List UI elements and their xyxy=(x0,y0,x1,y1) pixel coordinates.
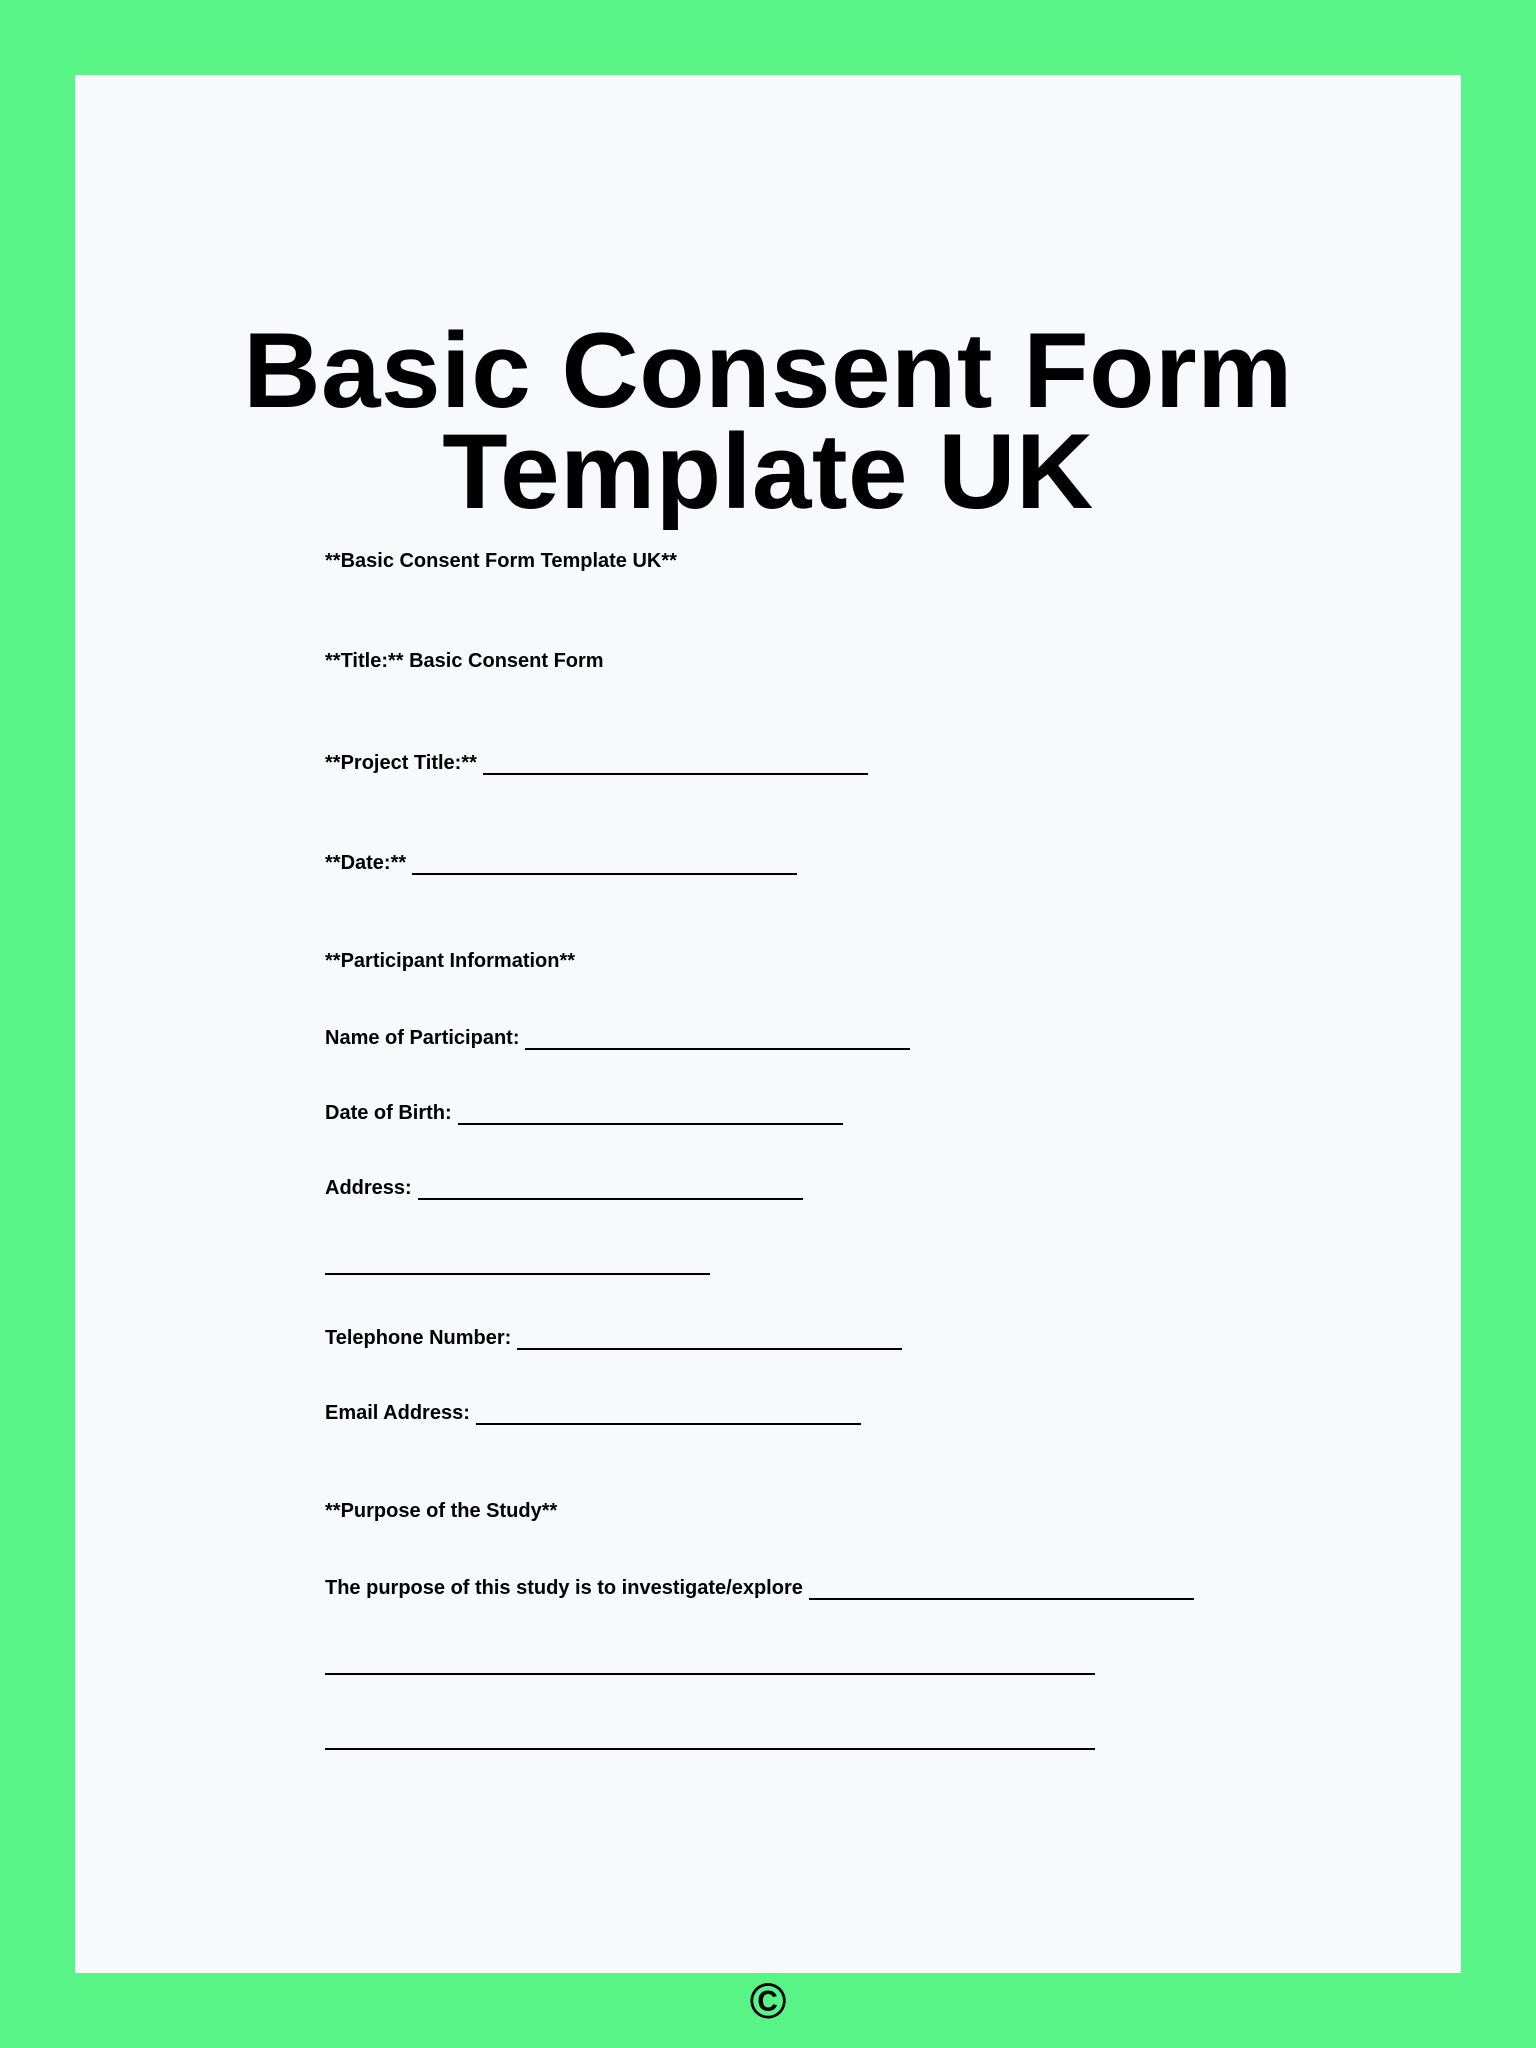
dob-label: Date of Birth: xyxy=(325,1102,452,1124)
document-page xyxy=(75,75,1461,2029)
form-heading xyxy=(325,549,677,573)
document-title xyxy=(75,310,1461,531)
form-heading-text: **Basic Consent Form Template UK** xyxy=(325,550,677,572)
participant-section-heading xyxy=(325,949,575,973)
participant-name-blank[interactable] xyxy=(525,1030,910,1050)
dob-row xyxy=(325,1099,843,1125)
date-blank[interactable] xyxy=(412,855,797,875)
purpose-continued-blank-1[interactable] xyxy=(325,1655,1095,1675)
project-title-label: **Project Title:** xyxy=(325,752,477,774)
email-label: Email Address: xyxy=(325,1402,470,1424)
purpose-text: The purpose of this study is to investigate/explore xyxy=(325,1577,803,1599)
title-field xyxy=(325,649,604,673)
participant-section-text: **Participant Information** xyxy=(325,950,576,972)
address-blank[interactable] xyxy=(418,1180,803,1200)
participant-name-label: Name of Participant: xyxy=(325,1027,520,1049)
date-label: **Date:** xyxy=(325,852,407,874)
address-continued-blank[interactable] xyxy=(325,1255,710,1275)
copyright-symbol: © xyxy=(749,1973,787,2029)
purpose-continued-row-2 xyxy=(325,1724,1095,1744)
telephone-label: Telephone Number: xyxy=(325,1327,512,1349)
telephone-row xyxy=(325,1324,902,1350)
title-line-1: Basic Consent Form xyxy=(243,310,1293,430)
email-row xyxy=(325,1399,861,1425)
email-blank[interactable] xyxy=(476,1405,861,1425)
participant-name-row xyxy=(325,1024,910,1050)
project-title-row xyxy=(325,749,868,775)
purpose-blank[interactable] xyxy=(809,1580,1194,1600)
purpose-section-heading xyxy=(325,1499,557,1523)
address-continued-row xyxy=(325,1249,710,1269)
purpose-continued-row-1 xyxy=(325,1649,1095,1669)
address-row xyxy=(325,1174,803,1200)
title-line-2: Template UK xyxy=(442,411,1094,531)
date-row xyxy=(325,849,797,875)
purpose-row xyxy=(325,1574,1194,1600)
project-title-blank[interactable] xyxy=(483,755,868,775)
telephone-blank[interactable] xyxy=(517,1330,902,1350)
address-label: Address: xyxy=(325,1177,412,1199)
purpose-section-text: **Purpose of the Study** xyxy=(325,1500,558,1522)
dob-blank[interactable] xyxy=(458,1105,843,1125)
title-field-text: **Title:** Basic Consent Form xyxy=(325,650,604,672)
purpose-continued-blank-2[interactable] xyxy=(325,1730,1095,1750)
